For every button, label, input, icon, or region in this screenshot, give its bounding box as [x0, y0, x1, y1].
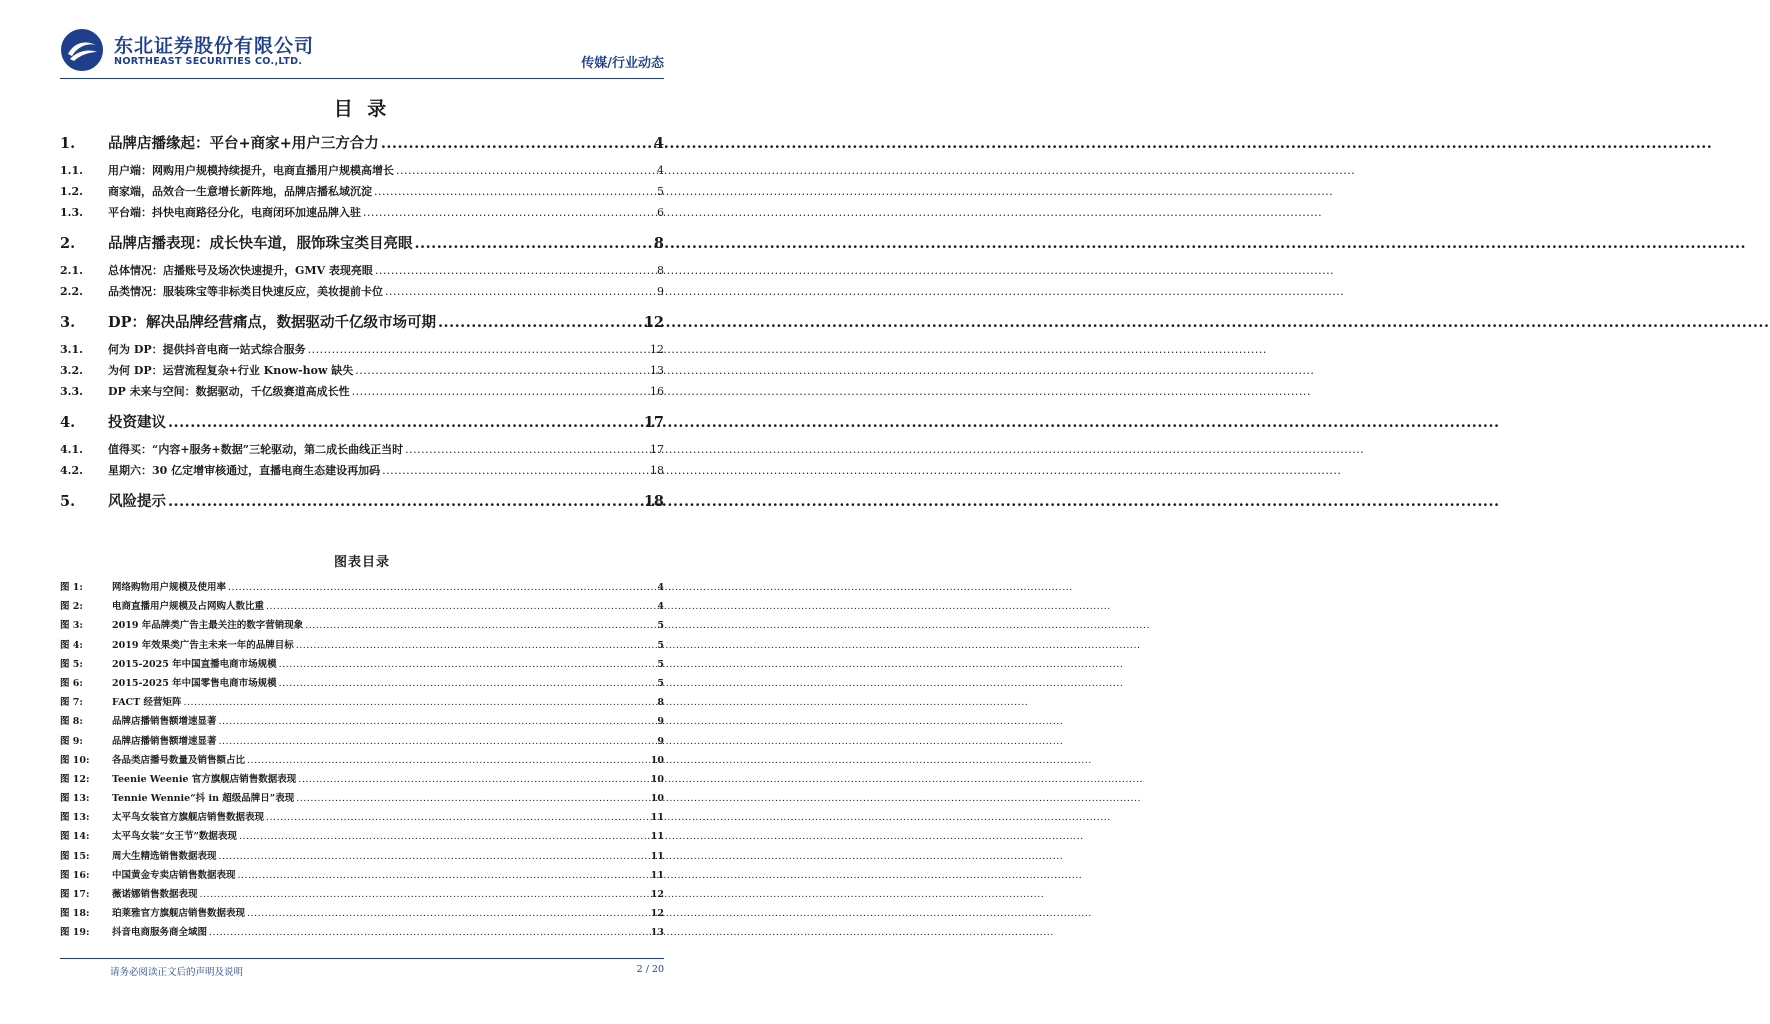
- leader-dots: [228, 578, 655, 597]
- figure-entry[interactable]: [60, 789, 664, 808]
- entry-title: 品牌店播销售额增速显著: [112, 735, 217, 747]
- entry-title: 品类情况：服装珠宝等非标类目快速反应，美妆提前卡位: [108, 285, 383, 298]
- toc-subsection[interactable]: [60, 160, 664, 181]
- entry-page: 12: [650, 889, 664, 900]
- entry-page: 5: [657, 658, 664, 670]
- entry-page: 9: [657, 285, 664, 298]
- entry-number: 4.2.: [60, 464, 83, 477]
- entry-title: DP 未来与空间：数据驱动，千亿级赛道高成长性: [108, 385, 350, 398]
- entry-number: 图 6:: [60, 677, 83, 689]
- entry-number: 1.: [60, 135, 76, 152]
- entry-page: 4: [657, 164, 664, 177]
- entry-page: 4: [653, 135, 664, 152]
- entry-title: 2019 年效果类广告主未来一年的品牌目标: [112, 639, 294, 651]
- entry-page: 11: [650, 869, 664, 881]
- entry-number: 3.: [60, 314, 76, 331]
- entry-title: 用户端：网购用户规模持续提升，电商直播用户规模高增长: [108, 164, 394, 177]
- figure-entry[interactable]: [60, 636, 664, 655]
- report-category: 传媒/行业动态: [581, 56, 664, 71]
- table-of-contents: [60, 128, 664, 518]
- toc-subsection[interactable]: [60, 202, 664, 223]
- entry-number: 图 15:: [60, 850, 90, 862]
- leader-dots: [209, 923, 649, 942]
- entry-number: 2.2.: [60, 285, 83, 298]
- entry-title: 中国黄金专卖店销售数据表现: [112, 869, 236, 881]
- entry-title: DP：解决品牌经营痛点，数据驱动千亿级市场可期: [108, 314, 436, 331]
- figure-entry[interactable]: [60, 674, 664, 693]
- entry-number: 4.1.: [60, 443, 83, 456]
- entry-number: 图 17:: [60, 889, 90, 900]
- entry-title: 何为 DP：提供抖音电商一站式综合服务: [108, 343, 306, 356]
- company-name-en: NORTHEAST SECURITIES CO.,LTD.: [114, 56, 303, 67]
- leader-dots: [219, 712, 656, 731]
- entry-number: 图 8:: [60, 716, 83, 728]
- toc-section[interactable]: [60, 486, 664, 518]
- figure-entry[interactable]: [60, 923, 664, 942]
- entry-page: 10: [650, 773, 664, 785]
- entry-page: 17: [643, 414, 664, 431]
- entry-title: 电商直播用户规模及占网购人数比重: [112, 601, 265, 613]
- entry-title: 投资建议: [108, 414, 166, 431]
- toc-subsection[interactable]: [60, 281, 664, 302]
- entry-number: 图 7:: [60, 697, 83, 709]
- leader-dots: [438, 307, 642, 339]
- entry-title: FACT 经营矩阵: [112, 697, 182, 709]
- figure-entry[interactable]: [60, 597, 664, 616]
- leader-dots: [219, 847, 649, 866]
- leader-dots: [352, 381, 648, 402]
- entry-number: 2.1.: [60, 264, 83, 277]
- leader-dots: [279, 674, 656, 693]
- toc-subsection[interactable]: [60, 260, 664, 281]
- entry-number: 图 2:: [60, 601, 83, 613]
- entry-title: Teenie Weenie 官方旗舰店销售数据表现: [112, 773, 297, 785]
- entry-number: 1.1.: [60, 164, 83, 177]
- entry-number: 4.: [60, 414, 76, 431]
- page-header: [60, 28, 664, 76]
- leader-dots: [415, 228, 652, 260]
- toc-title: 目 录: [333, 98, 391, 120]
- leader-dots: [374, 181, 655, 202]
- leader-dots: [396, 160, 655, 181]
- entry-number: 图 5:: [60, 658, 83, 670]
- leader-dots: [298, 770, 648, 789]
- entry-title: Tennie Wennie“抖 in 超级品牌日”表现: [112, 793, 295, 805]
- entry-title: 珀莱雅官方旗舰店销售数据表现: [112, 908, 246, 920]
- header-divider: [60, 78, 664, 79]
- entry-page: 13: [650, 927, 664, 939]
- leader-dots: [375, 260, 655, 281]
- figure-entry[interactable]: [60, 885, 664, 904]
- entry-title: 商家端，品效合一生意增长新阵地，品牌店播私域沉淀: [108, 185, 372, 198]
- entry-page: 8: [657, 264, 664, 277]
- entry-title: 风险提示: [108, 493, 166, 510]
- entry-page: 9: [657, 735, 664, 747]
- figure-entry[interactable]: [60, 712, 664, 731]
- toc-subsection[interactable]: [60, 339, 664, 360]
- entry-title: 太平鸟女装官方旗舰店销售数据表现: [112, 812, 265, 824]
- entry-number: 图 1:: [60, 582, 83, 593]
- entry-number: 5.: [60, 493, 76, 510]
- toc-subsection[interactable]: [60, 360, 664, 381]
- entry-title: 为何 DP：运营流程复杂+行业 Know-how 缺失: [108, 364, 354, 377]
- entry-title: 周大生精选销售数据表现: [112, 850, 217, 862]
- leader-dots: [247, 751, 649, 770]
- entry-page: 10: [650, 793, 664, 805]
- figure-entry[interactable]: [60, 866, 664, 885]
- entry-page: 6: [657, 206, 664, 219]
- entry-title: 品牌店播缘起：平台+商家+用户三方合力: [108, 135, 379, 152]
- entry-title: 品牌店播表现：成长快车道，服饰珠宝类目亮眼: [108, 235, 413, 252]
- entry-title: 值得买：“内容+服务+数据”三轮驱动，第二成长曲线正当时: [108, 443, 404, 456]
- toc-section[interactable]: [60, 228, 664, 260]
- entry-number: 2.: [60, 235, 76, 252]
- entry-page: 11: [650, 812, 664, 824]
- entry-title: 品牌店播销售额增速显著: [112, 716, 217, 728]
- figures-title: 图表目录: [333, 555, 390, 570]
- page-number: 2 / 20: [636, 964, 664, 975]
- leader-dots: [168, 407, 642, 439]
- entry-number: 图 12:: [60, 773, 90, 785]
- figure-entry[interactable]: [60, 693, 664, 712]
- company-name-cn: 东北证券股份有限公司: [114, 35, 315, 57]
- figure-list: [60, 578, 664, 943]
- leader-dots: [385, 281, 655, 302]
- figure-entry[interactable]: [60, 827, 664, 846]
- entry-number: 图 3:: [60, 620, 83, 632]
- leader-dots: [238, 866, 649, 885]
- entry-page: 4: [657, 582, 664, 593]
- toc-subsection[interactable]: [60, 460, 664, 481]
- toc-subsection[interactable]: [60, 181, 664, 202]
- entry-page: 5: [657, 185, 664, 198]
- entry-page: 8: [657, 697, 664, 709]
- entry-number: 3.1.: [60, 343, 83, 356]
- entry-title: 2015-2025 年中国零售电商市场规模: [112, 677, 277, 689]
- leader-dots: [382, 460, 648, 481]
- entry-title: 各品类店播号数量及销售额占比: [112, 754, 246, 766]
- entry-number: 图 10:: [60, 754, 90, 766]
- entry-number: 图 13:: [60, 793, 90, 805]
- toc-subsection[interactable]: [60, 439, 664, 460]
- entry-title: 网络购物用户规模及使用率: [112, 582, 227, 593]
- leader-dots: [305, 616, 655, 635]
- entry-number: 图 4:: [60, 639, 83, 651]
- entry-page: 5: [657, 620, 664, 632]
- entry-page: 16: [650, 385, 664, 398]
- entry-number: 图 13:: [60, 812, 90, 824]
- figure-entry[interactable]: [60, 751, 664, 770]
- figure-entry[interactable]: [60, 847, 664, 866]
- leader-dots: [200, 885, 649, 904]
- entry-page: 18: [650, 464, 664, 477]
- leader-dots: [168, 486, 642, 518]
- leader-dots: [355, 360, 648, 381]
- leader-dots: [247, 904, 649, 923]
- entry-title: 2015-2025 年中国直播电商市场规模: [112, 658, 277, 670]
- entry-page: 11: [650, 850, 664, 862]
- figure-entry[interactable]: [60, 732, 664, 751]
- leader-dots: [219, 732, 656, 751]
- leader-dots: [184, 693, 656, 712]
- leader-dots: [239, 827, 649, 846]
- entry-title: 平台端：抖快电商路径分化，电商闭环加速品牌入驻: [108, 206, 361, 219]
- figure-entry[interactable]: [60, 616, 664, 635]
- leader-dots: [308, 339, 648, 360]
- leader-dots: [381, 128, 652, 160]
- entry-number: 3.2.: [60, 364, 83, 377]
- figure-entry[interactable]: [60, 904, 664, 923]
- entry-page: 13: [650, 364, 664, 377]
- figure-entry[interactable]: [60, 578, 664, 597]
- entry-number: 图 19:: [60, 927, 90, 939]
- entry-title: 抖音电商服务商全域图: [112, 927, 208, 939]
- footer-divider: [60, 958, 664, 959]
- entry-page: 9: [657, 716, 664, 728]
- entry-page: 11: [650, 831, 664, 843]
- entry-page: 4: [657, 601, 664, 613]
- entry-page: 10: [650, 754, 664, 766]
- leader-dots: [363, 202, 655, 223]
- toc-section[interactable]: [60, 128, 664, 160]
- toc-section[interactable]: [60, 307, 664, 339]
- entry-page: 5: [657, 677, 664, 689]
- leader-dots: [279, 655, 656, 674]
- entry-title: 2019 年品牌类广告主最关注的数字营销现象: [112, 620, 304, 632]
- figure-entry[interactable]: [60, 808, 664, 827]
- company-logo-icon: [60, 28, 104, 72]
- entry-page: 12: [650, 908, 664, 920]
- entry-page: 8: [653, 235, 664, 252]
- entry-page: 5: [657, 639, 664, 651]
- entry-number: 图 18:: [60, 908, 90, 920]
- entry-page: 18: [643, 493, 664, 510]
- toc-section[interactable]: [60, 407, 664, 439]
- entry-page: 12: [643, 314, 664, 331]
- entry-number: 3.3.: [60, 385, 83, 398]
- leader-dots: [266, 808, 649, 827]
- figure-entry[interactable]: [60, 770, 664, 789]
- entry-title: 太平鸟女装“女王节”数据表现: [112, 831, 237, 843]
- leader-dots: [266, 597, 655, 616]
- entry-number: 1.2.: [60, 185, 83, 198]
- leader-dots: [405, 439, 648, 460]
- entry-page: 17: [650, 443, 664, 456]
- entry-title: 总体情况：店播账号及场次快速提升，GMV 表现亮眼: [108, 264, 373, 277]
- entry-page: 12: [650, 343, 664, 356]
- entry-number: 图 16:: [60, 869, 90, 881]
- entry-number: 图 9:: [60, 735, 83, 747]
- entry-title: 薇诺娜销售数据表现: [112, 889, 198, 900]
- toc-subsection[interactable]: [60, 381, 664, 402]
- entry-number: 1.3.: [60, 206, 83, 219]
- entry-number: 图 14:: [60, 831, 90, 843]
- leader-dots: [296, 636, 656, 655]
- leader-dots: [296, 789, 649, 808]
- figure-entry[interactable]: [60, 655, 664, 674]
- footer-disclaimer: 请务必阅读正文后的声明及说明: [110, 967, 244, 978]
- entry-title: 星期六：30 亿定增审核通过，直播电商生态建设再加码: [108, 464, 381, 477]
